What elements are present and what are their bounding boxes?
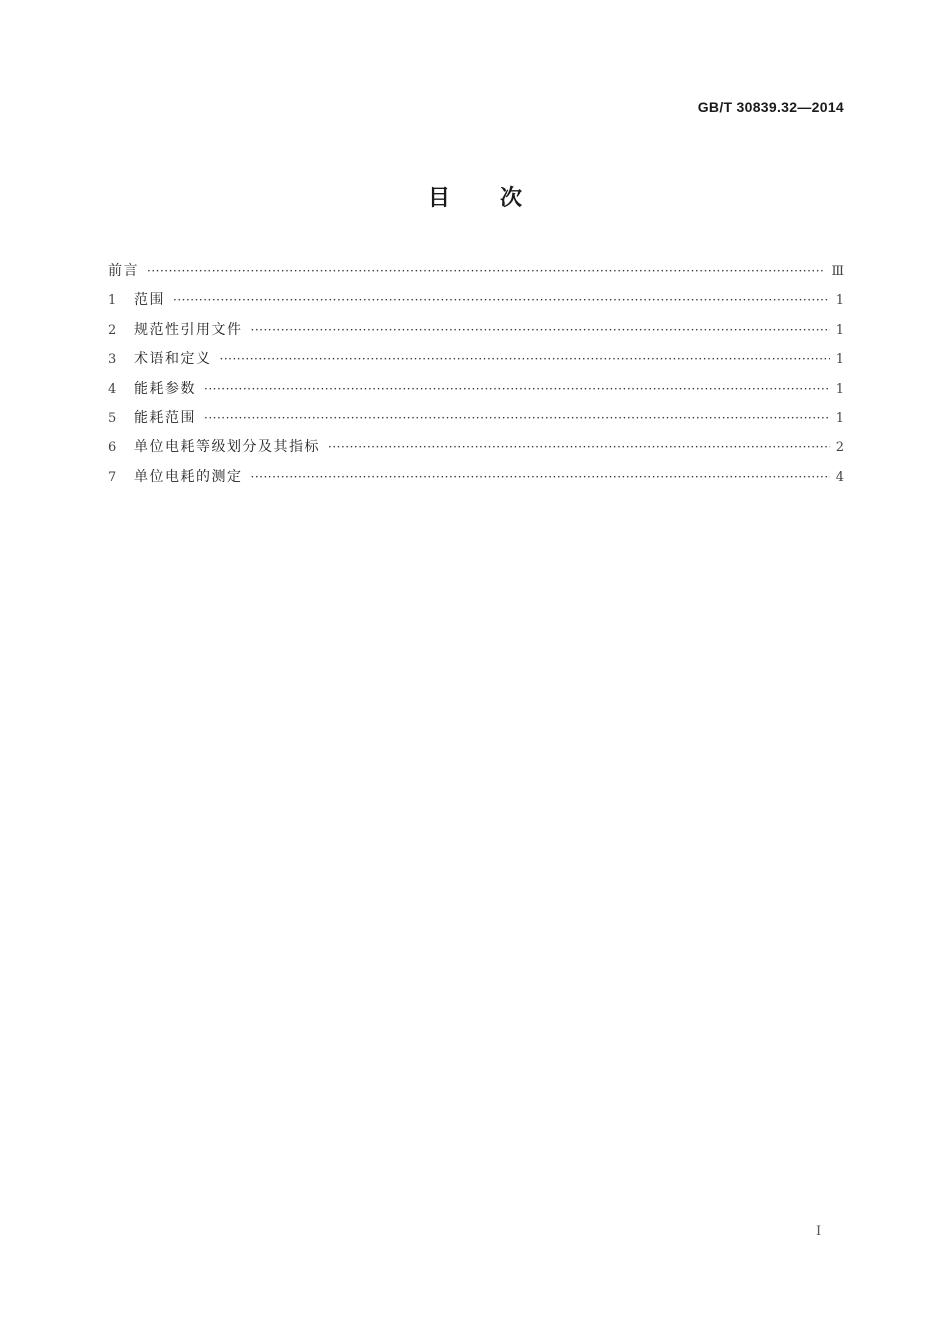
toc-item-number: 5 bbox=[108, 410, 117, 426]
toc-leader-dots bbox=[173, 286, 830, 315]
toc-item-text: 单位电耗等级划分及其指标 bbox=[134, 439, 320, 456]
toc-item-page: 4 bbox=[835, 469, 844, 485]
toc-item-page: 1 bbox=[835, 293, 844, 309]
toc-item-terms-definitions[interactable] bbox=[108, 345, 844, 374]
toc-item-number: 2 bbox=[108, 322, 117, 338]
toc-item-page: 1 bbox=[835, 381, 844, 397]
toc-item-text: 能耗参数 bbox=[134, 380, 196, 397]
toc-item-normative-references[interactable] bbox=[108, 316, 844, 345]
toc-title: 目次 bbox=[427, 186, 572, 211]
toc-item-text: 规范性引用文件 bbox=[134, 321, 243, 338]
toc-item-foreword[interactable] bbox=[108, 257, 844, 286]
toc-leader-dots bbox=[328, 433, 830, 462]
toc-item-page: 1 bbox=[835, 352, 844, 368]
toc-item-number: 7 bbox=[108, 469, 117, 485]
toc-item-text: 术语和定义 bbox=[134, 351, 212, 368]
toc-item-number: 6 bbox=[108, 440, 117, 456]
toc-item-consumption-measurement[interactable] bbox=[108, 463, 844, 492]
table-of-contents bbox=[108, 257, 844, 492]
page-number: Ⅰ bbox=[816, 1224, 822, 1239]
toc-item-number: 4 bbox=[108, 381, 117, 397]
toc-leader-dots bbox=[204, 375, 830, 404]
toc-item-text: 范围 bbox=[134, 292, 165, 309]
toc-item-page: 1 bbox=[835, 322, 844, 338]
toc-leader-dots bbox=[220, 345, 830, 374]
toc-leader-dots bbox=[251, 316, 830, 345]
toc-item-scope[interactable] bbox=[108, 286, 844, 315]
toc-item-page: 1 bbox=[835, 410, 844, 426]
toc-item-consumption-grades[interactable] bbox=[108, 433, 844, 462]
toc-item-page: Ⅲ bbox=[831, 264, 844, 279]
toc-item-text: 单位电耗的测定 bbox=[134, 468, 243, 485]
toc-item-number: 1 bbox=[108, 293, 117, 309]
toc-item-text: 前言 bbox=[108, 263, 139, 279]
toc-leader-dots bbox=[251, 463, 830, 492]
toc-item-energy-parameters[interactable] bbox=[108, 375, 844, 404]
toc-leader-dots bbox=[204, 404, 830, 433]
toc-leader-dots bbox=[147, 257, 825, 286]
standard-code: GB/T 30839.32—2014 bbox=[697, 99, 844, 115]
toc-item-number: 3 bbox=[108, 352, 117, 368]
toc-item-text: 能耗范围 bbox=[134, 409, 196, 426]
toc-item-energy-scope[interactable] bbox=[108, 404, 844, 433]
toc-item-page: 2 bbox=[835, 440, 844, 456]
